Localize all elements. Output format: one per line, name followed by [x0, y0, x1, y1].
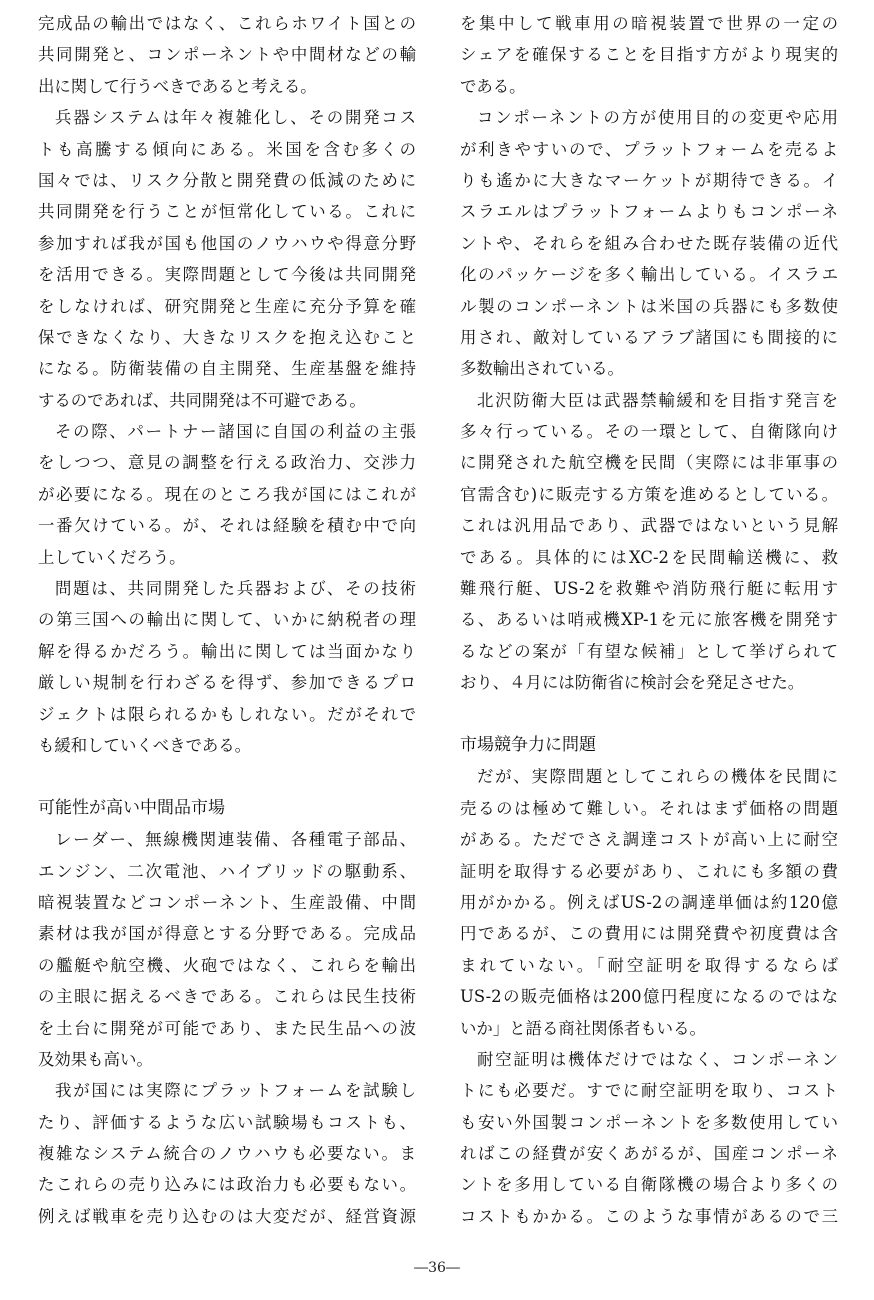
text-line: も安い外国製コンポーネントを多数使用してい: [460, 1112, 838, 1132]
text-line: エンジン、二次電池、ハイブリッドの駆動系、: [38, 861, 416, 881]
text-line: たこれらの売り込みには政治力も必要もない。: [38, 1175, 416, 1195]
text-line: 用され、敵対しているアラブ諸国にも間接的に: [460, 327, 838, 347]
text-line: 多々行っている。その一環として、自衛隊向け: [460, 422, 838, 442]
text-line: 用がかかる。例えばUS-2の調達単価は約120億: [460, 892, 838, 912]
text-line: を活用できる。実際問題として今後は共同開発: [38, 265, 416, 285]
text-line: 上していくだろう。: [38, 547, 186, 567]
text-line: 参加すれば我が国も他国のノウハウや得意分野: [38, 233, 416, 253]
text-line: の主眼に据えるべきである。これらは民生技術: [38, 987, 416, 1007]
page-number: ―36―: [414, 1260, 460, 1276]
text-line: 国々では、リスク分散と開発費の低減のために: [38, 170, 416, 190]
text-line: ントを多用している自衛隊機の場合より多くの: [460, 1175, 838, 1195]
text-line: る、あるいは哨戒機XP-1を元に旅客機を開発す: [460, 610, 838, 630]
text-line: 出に関して行うべきであると考える。: [38, 76, 317, 96]
text-line: が必要になる。現在のところ我が国にはこれが: [38, 484, 416, 504]
text-line: 共同開発を行うことが恒常化している。これに: [38, 202, 416, 222]
text-line: 難飛行艇、US-2を救難や消防飛行艇に転用す: [460, 579, 838, 599]
text-line: 共同開発と、コンポーネントや中間材などの輸: [38, 45, 416, 65]
text-line: 多数輸出されている。: [460, 359, 624, 379]
text-line: 素材は我が国が得意とする分野である。完成品: [38, 924, 416, 944]
text-line: 化のパッケージを多く輸出している。イスラエ: [460, 265, 838, 285]
text-line: になる。防衛装備の自主開発、生産基盤を維持: [38, 359, 416, 379]
text-line: トも高騰する傾向にある。米国を含む多くの: [38, 139, 416, 159]
text-line: を土台に開発が可能であり、また民生品への波: [38, 1018, 416, 1038]
section-heading: 市場競争力に問題: [460, 734, 596, 755]
text-line: 保できなくなり、大きなリスクを抱え込むこと: [38, 327, 416, 347]
text-line: が利きやすいので、プラットフォームを売るよ: [460, 139, 838, 159]
text-line: ジェクトは限られるかもしれない。だがそれで: [38, 704, 416, 724]
text-line: 複雑なシステム統合のノウハウも必要ない。ま: [38, 1144, 416, 1164]
left-text-column: [38, 8, 416, 1232]
text-line: に開発された航空機を民間（実際には非軍事の: [460, 453, 838, 473]
text-line: 一番欠けている。が、それは経験を積む中で向: [38, 516, 416, 536]
text-line: 厳しい規制を行わざるを得ず、参加できるプロ: [38, 673, 416, 693]
text-line: シェアを確保することを目指す方がより現実的: [460, 45, 838, 65]
text-line: コンポーネントの方が使用目的の変更や応用: [477, 108, 838, 128]
text-line: だが、実際問題としてこれらの機体を民間に: [477, 767, 838, 787]
text-line: 解を得るかだろう。輸出に関しては当面かなり: [38, 641, 416, 661]
section-spacer: [38, 761, 416, 792]
text-line: 完成品の輸出ではなく、これらホワイト国との: [38, 14, 416, 33]
text-line: 例えば戦車を売り込むのは大変だが、経営資源: [38, 1206, 416, 1226]
text-line: の第三国への輸出に関して、いかに納税者の理: [38, 610, 416, 630]
text-line: ればこの経費が安くあがるが、国産コンポーネ: [460, 1144, 838, 1164]
text-line: 耐空証明は機体だけではなく、コンポーネン: [477, 1049, 838, 1069]
text-line: も緩和していくべきである。: [38, 735, 252, 755]
text-line: の艦艇や航空機、火砲ではなく、これらを輸出: [38, 955, 416, 975]
text-line: がある。ただでさえ調達コストが高い上に耐空: [460, 830, 838, 850]
text-line: である。具体的にはXC-2を民間輸送機に、救: [460, 547, 838, 567]
right-text-column: [460, 8, 838, 1232]
text-line: おり、４月には防衛省に検討会を発足させた。: [460, 673, 805, 693]
text-line: スラエルはプラットフォームよりもコンポーネ: [460, 202, 838, 222]
text-line: 兵器システムは年々複雑化し、その開発コス: [55, 108, 416, 128]
text-line: るなどの案が「有望な候補」として挙げられて: [460, 641, 838, 661]
text-line: まれていない。「耐空証明を取得するならば: [460, 955, 838, 975]
text-line: 円であるが、この費用には開発費や初度費は含: [460, 924, 838, 944]
text-line: たり、評価するような広い試験場もコストも、: [38, 1112, 416, 1132]
text-line: いか」と語る商社関係者もいる。: [460, 1018, 706, 1038]
text-line: 問題は、共同開発した兵器および、その技術: [55, 579, 416, 599]
text-line: レーダー、無線機関連装備、各種電子部品、: [55, 830, 416, 850]
text-line: ントや、それらを組み合わせた既存装備の近代: [460, 233, 838, 253]
text-line: をしなければ、研究開発と生産に充分予算を確: [38, 296, 416, 316]
text-line: トにも必要だ。すでに耐空証明を取り、コスト: [460, 1081, 838, 1101]
text-line: りも遙かに大きなマーケットが期待できる。イ: [460, 170, 838, 190]
text-line: を集中して戦車用の暗視装置で世界の一定の: [460, 14, 838, 33]
text-line: 及効果も高い。: [38, 1049, 153, 1069]
text-line: するのであれば、共同開発は不可避である。: [38, 390, 366, 410]
text-line: コストもかかる。このような事情があるので三: [460, 1206, 838, 1226]
text-line: ル製のコンポーネントは米国の兵器にも多数使: [460, 296, 838, 316]
text-line: その際、パートナー諸国に自国の利益の主張: [55, 422, 416, 442]
text-line: US-2の販売価格は200億円程度になるのではな: [460, 987, 838, 1007]
text-line: 暗視装置などコンポーネント、生産設備、中間: [38, 892, 416, 912]
text-line: 北沢防衛大臣は武器禁輸緩和を目指す発言を: [477, 390, 838, 410]
text-line: をしつつ、意見の調整を行える政治力、交渉力: [38, 453, 416, 473]
text-line: これは汎用品であり、武器ではないという見解: [460, 516, 838, 536]
text-line: 我が国には実際にプラットフォームを試験し: [55, 1081, 416, 1101]
section-spacer: [460, 699, 838, 730]
text-line: 官需含む)に販売する方策を進めるとしている。: [460, 484, 838, 504]
text-line: 売るのは極めて難しい。それはまず価格の問題: [460, 798, 838, 818]
text-line: である。: [460, 76, 526, 96]
text-line: 証明を取得する必要があり、これにも多額の費: [460, 861, 838, 881]
section-heading: 可能性が高い中間品市場: [38, 797, 225, 818]
